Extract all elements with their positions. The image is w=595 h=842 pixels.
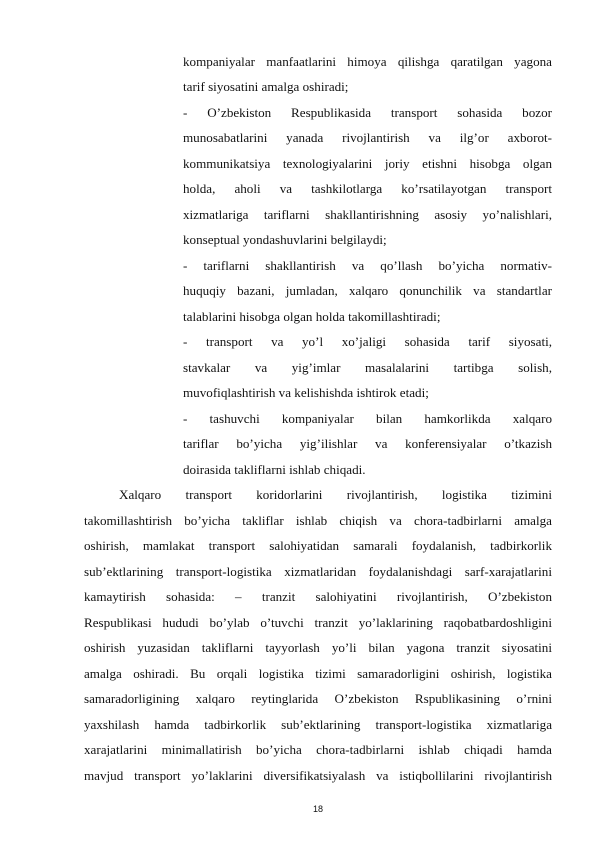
paragraph-line: sub’ektlarining transport-logistika xizmatlaridan foydalanishdagi sarf-xarajatlarini xyxy=(84,564,552,579)
paragraph-line: yaxshilash hamda tadbirkorlik sub’ektlarining transport-logistika xizmatlariga xyxy=(84,717,552,732)
body-text-line: doirasida takliflarni ishlab chiqadi. xyxy=(183,462,366,477)
body-text-line: kommunikatsiya texnologiyalarini joriy etishni hisobga olgan xyxy=(183,156,552,171)
body-text-line: tariflar bo’yicha yig’ilishlar va konferensiyalar o’tkazish xyxy=(183,436,552,451)
body-text-line: tarif siyosatini amalga oshiradi; xyxy=(183,79,349,94)
paragraph-line: amalga oshiradi. Bu orqali logistika tizimi samaradorligini oshirish, logistika xyxy=(84,666,552,681)
paragraph-line: kamaytirish sohasida: – tranzit salohiyatini rivojlantirish, O’zbekiston xyxy=(84,589,552,604)
body-text-line: holda, aholi va tashkilotlarga ko’rsatilayotgan transport xyxy=(183,181,552,196)
body-text-line: kompaniyalar manfaatlarini himoya qilishga qaratilgan yagona xyxy=(183,54,552,69)
paragraph-first-line: Xalqaro transport koridorlarini rivojlantirish, logistika tizimini xyxy=(119,487,552,502)
body-text-line: xizmatlariga tariflarni shakllantirishning asosiy yo’nalishlari, xyxy=(183,207,552,222)
paragraph-line: Respublikasi hududi bo’ylab o’tuvchi tranzit yo’laklarining raqobatbardoshligini xyxy=(84,615,552,630)
list-item-line: - tashuvchi kompaniyalar bilan hamkorlikda xalqaro xyxy=(183,411,552,426)
body-text-line: huquqiy bazani, jumladan, xalqaro qonunchilik va standartlar xyxy=(183,283,552,298)
page-number: 18 xyxy=(312,804,323,814)
list-item-line: - transport va yo’l xo’jaligi sohasida tarif siyosati, xyxy=(183,334,552,349)
body-text-line: stavkalar va yig’imlar masalalarini tartibga solish, xyxy=(183,360,552,375)
paragraph-line: samaradorligining xalqaro reytinglarida O’zbekiston Rspublikasining o’rnini xyxy=(84,691,552,706)
paragraph-line: oshirish yuzasidan takliflarni tayyorlash yo’li bilan yagona tranzit siyosatini xyxy=(84,640,552,655)
paragraph-line: takomillashtirish bo’yicha takliflar ishlab chiqish va chora-tadbirlarni amalga xyxy=(84,513,552,528)
body-text-line: konseptual yondashuvlarini belgilaydi; xyxy=(183,232,387,247)
body-text-line: muvofiqlashtirish va kelishishda ishtirok etadi; xyxy=(183,385,429,400)
paragraph-line: mavjud transport yo’laklarini diversifikatsiyalash va istiqbollilarini rivojlantirish xyxy=(84,768,552,783)
list-item-line: - tariflarni shakllantirish va qo’llash bo’yicha normativ- xyxy=(183,258,552,273)
body-text-line: munosabatlarini yanada rivojlantirish va ilg’or axborot- xyxy=(183,130,552,145)
body-text-line: talablarini hisobga olgan holda takomillashtiradi; xyxy=(183,309,441,324)
paragraph-line: oshirish, mamlakat transport salohiyatidan samarali foydalanish, tadbirkorlik xyxy=(84,538,552,553)
paragraph-line: xarajatlarini minimallatirish bo’yicha chora-tadbirlarni ishlab chiqadi hamda xyxy=(84,742,552,757)
list-item-line: - O’zbekiston Respublikasida transport sohasida bozor xyxy=(183,105,552,120)
